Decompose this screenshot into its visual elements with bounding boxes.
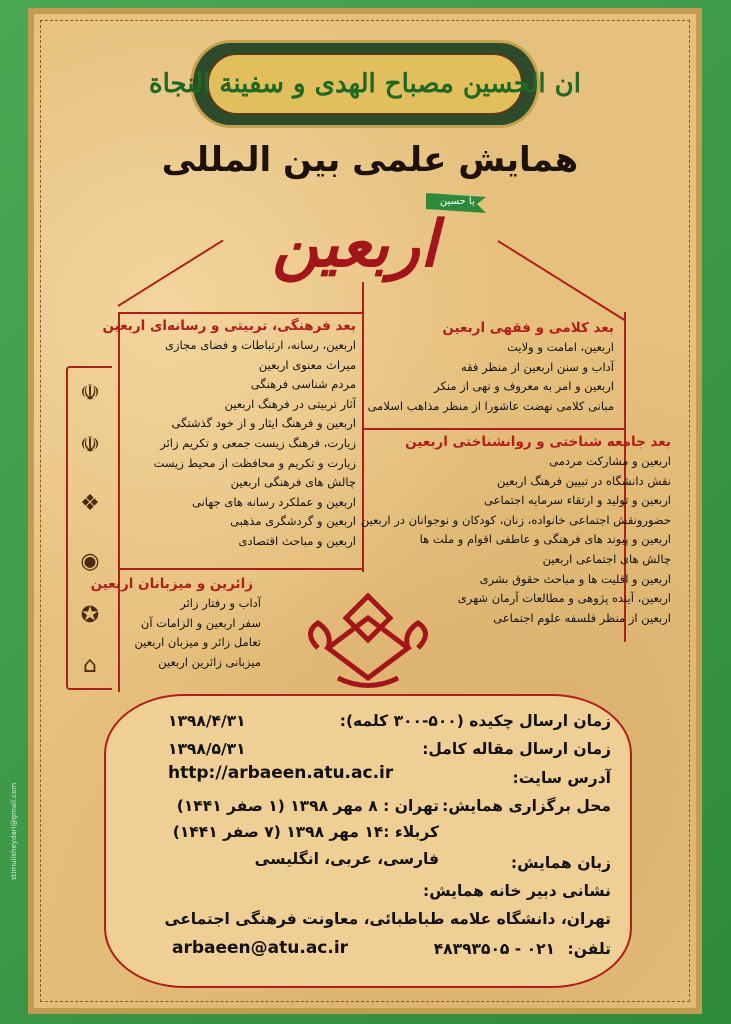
list-item: آداب و رفتار زائر [180,596,261,610]
venue-label: محل برگزاری همایش: [442,797,611,815]
flag-text: یا حسین [440,196,475,207]
line-left-horiz [118,568,362,570]
abstract-deadline-label: زمان ارسال چکیده (۵۰۰-۳۰۰ کلمه): [339,712,611,730]
conference-title: همایش علمی بین المللی [161,140,579,180]
line-top-horiz [118,312,363,314]
banner-inner [149,53,581,115]
email-link[interactable]: arbaeen@atu.ac.ir [172,938,349,958]
list-item: نقش دانشگاه در تبیین فرهنگ اربعین [496,473,671,488]
venue-karbala: کربلاء :۱۴ مهر ۱۳۹۸ (۷ صفر ۱۴۴۱) [172,823,439,841]
list-item: اربعین، امامت و ولایت [507,340,614,354]
section-pilgrims-list [135,594,261,672]
section-cultural-heading: بعد فرهنگی، تربیتی و رسانه‌ای اربعین [102,318,356,334]
list-item: حضورونقش اجتماعی خانواده، زنان، کودکان و نوجوانان در اربعین [360,512,671,527]
arbaeen-title: اربعین [272,207,438,282]
language-value: فارسی، عربی، انگلیسی [254,850,439,868]
list-item: اربعین و عملکرد رسانه های جهانی [191,494,356,509]
list-item: اربعین و تولید و ارتقاء سرمایه اجتماعی [484,493,671,508]
list-item: اربعین و مشارکت مردمی [549,454,671,468]
list-item: اربعین و پیوند های فرهنگی و عاطفی اقوام و ملت ها [419,532,671,547]
shrine-icon: ◉ [80,548,100,574]
list-item: اربعین، رسانه، ارتباطات و فضای مجازی [164,338,356,352]
list-item: مردم شناسی فرهنگی [250,377,356,392]
list-item: اربعین و گردشگری مذهبی [230,514,356,529]
line-mid-horiz [362,428,624,430]
phone-label: تلفن: [567,940,611,958]
emblem-icon: ☫ [80,432,100,458]
section-cultural-list [154,336,356,552]
list-item: آثار تربیتی در فرهنگ اربعین [224,396,356,411]
address-value: تهران، دانشگاه علامه طباطبائی، معاونت فرهنگی اجتماعی [164,910,611,928]
calligraphy-banner [149,40,581,128]
university-icon: ❖ [80,490,100,516]
line-left-vert [118,312,120,692]
list-item: اربعین و مباحث اقتصادی [238,533,356,548]
list-item: آداب و سنن اربعین از منظر فقه [460,359,614,374]
list-item: تعامل زائر و میزبان اربعین [134,635,261,650]
ornament-icon [298,588,438,698]
abstract-deadline-value: ۱۳۹۸/۴/۳۱ [168,712,246,730]
paper-deadline-value: ۱۳۹۸/۵/۳۱ [168,740,246,758]
list-item: مبانی کلامی نهضت عاشورا از منظر مذاهب اسلامی [367,398,614,413]
list-item: اربعین و اقلیت ها و مباحث حقوق بشری [479,571,671,586]
list-item: چالش های فرهنگی اربعین [230,475,356,490]
list-item: اربعین و فرهنگ ایثار و از خود گذشتگی [171,416,356,431]
list-item: اربعین و امر به معروف و نهی از منکر [434,379,614,394]
list-item: اربعین از منظر فلسفه علوم اجتماعی [493,610,671,625]
sponsor-logos [66,366,112,690]
address-label: نشانی دبیر خانه همایش: [423,882,611,900]
site-label: آدرس سایت: [512,769,611,787]
section-sociology-heading: بعد جامعه شناختی و روانشناختی اربعین [405,434,671,450]
site-link[interactable]: http://arbaeen.atu.ac.ir [168,763,394,783]
side-credit: stimulisheydari@gmail.com [10,782,18,880]
list-item: اربعین، آینده پژوهی و مطالعات آرمان شهری [457,591,671,606]
venue-tehran: تهران : ۸ مهر ۱۳۹۸ (۱ صفر ۱۴۴۱) [176,797,439,815]
phone-value: ۰۲۱ - ۴۸۳۹۳۵۰۵ [433,940,555,958]
list-item: چالش های اجتماعی اربعین [542,551,671,566]
list-item: زیارت و تکریم و محافظت از محیط زیست [153,455,356,470]
list-item: زیارت، فرهنگ زیست جمعی و تکریم زائر [160,435,356,450]
seal-icon: ✪ [80,602,100,628]
section-pilgrims-heading: زائرین و میزبانان اربعین [90,576,253,592]
list-item: میزبانی زائرین اربعین [158,654,261,669]
emblem-icon: ☫ [80,380,100,406]
list-item: سفر اربعین و الزامات آن [140,615,261,630]
section-theology-list [368,338,614,416]
language-label: زبان همایش: [510,854,611,872]
paper-deadline-label: زمان ارسال مقاله کامل: [422,740,611,758]
section-theology-heading: بعد کلامی و فقهی اربعین [442,320,614,336]
list-item: میراث معنوی اربعین [258,357,356,372]
mosque-icon: ⌂ [83,652,97,678]
banner-calligraphy: ان الحسین مصباح الهدی و سفینة النجاة [149,69,581,99]
